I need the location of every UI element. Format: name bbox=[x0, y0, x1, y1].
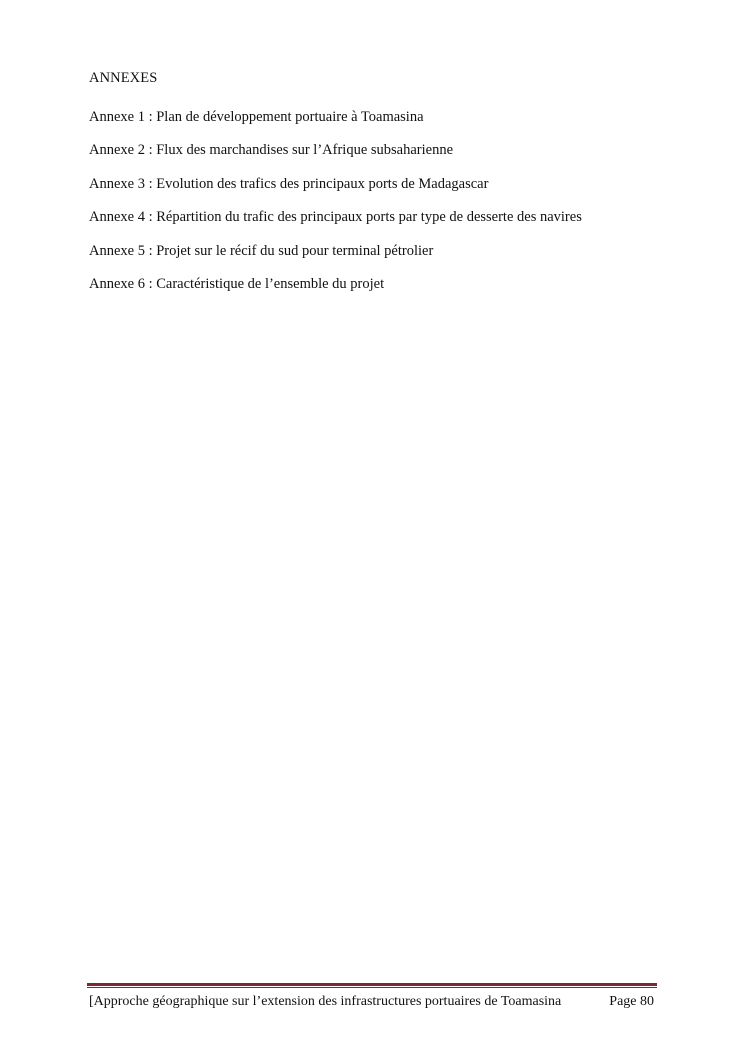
footer-title: [Approche géographique sur l’extension des infrastructures portuaires de Toamasina bbox=[89, 994, 562, 1009]
footer-divider bbox=[87, 983, 657, 988]
annex-item-6: Annexe 6 : Caractéristique de l’ensemble du projet bbox=[89, 275, 385, 292]
annex-item-3: Annexe 3 : Evolution des trafics des principaux ports de Madagascar bbox=[89, 175, 489, 192]
annex-item-2: Annexe 2 : Flux des marchandises sur l’Afrique subsaharienne bbox=[89, 142, 454, 159]
annex-item-4: Annexe 4 : Répartition du trafic des principaux ports par type de desserte des navires bbox=[89, 209, 582, 226]
footer-divider-thick-line bbox=[87, 983, 657, 986]
annex-item-5: Annexe 5 : Projet sur le récif du sud pour terminal pétrolier bbox=[89, 242, 434, 259]
footer-divider-thin-line bbox=[87, 987, 657, 988]
annex-item-1: Annexe 1 : Plan de développement portuaire à Toamasina bbox=[89, 109, 424, 125]
annexes-heading: ANNEXES bbox=[89, 70, 158, 86]
footer-page-number: Page 80 bbox=[609, 994, 654, 1009]
annex-list bbox=[89, 108, 582, 308]
